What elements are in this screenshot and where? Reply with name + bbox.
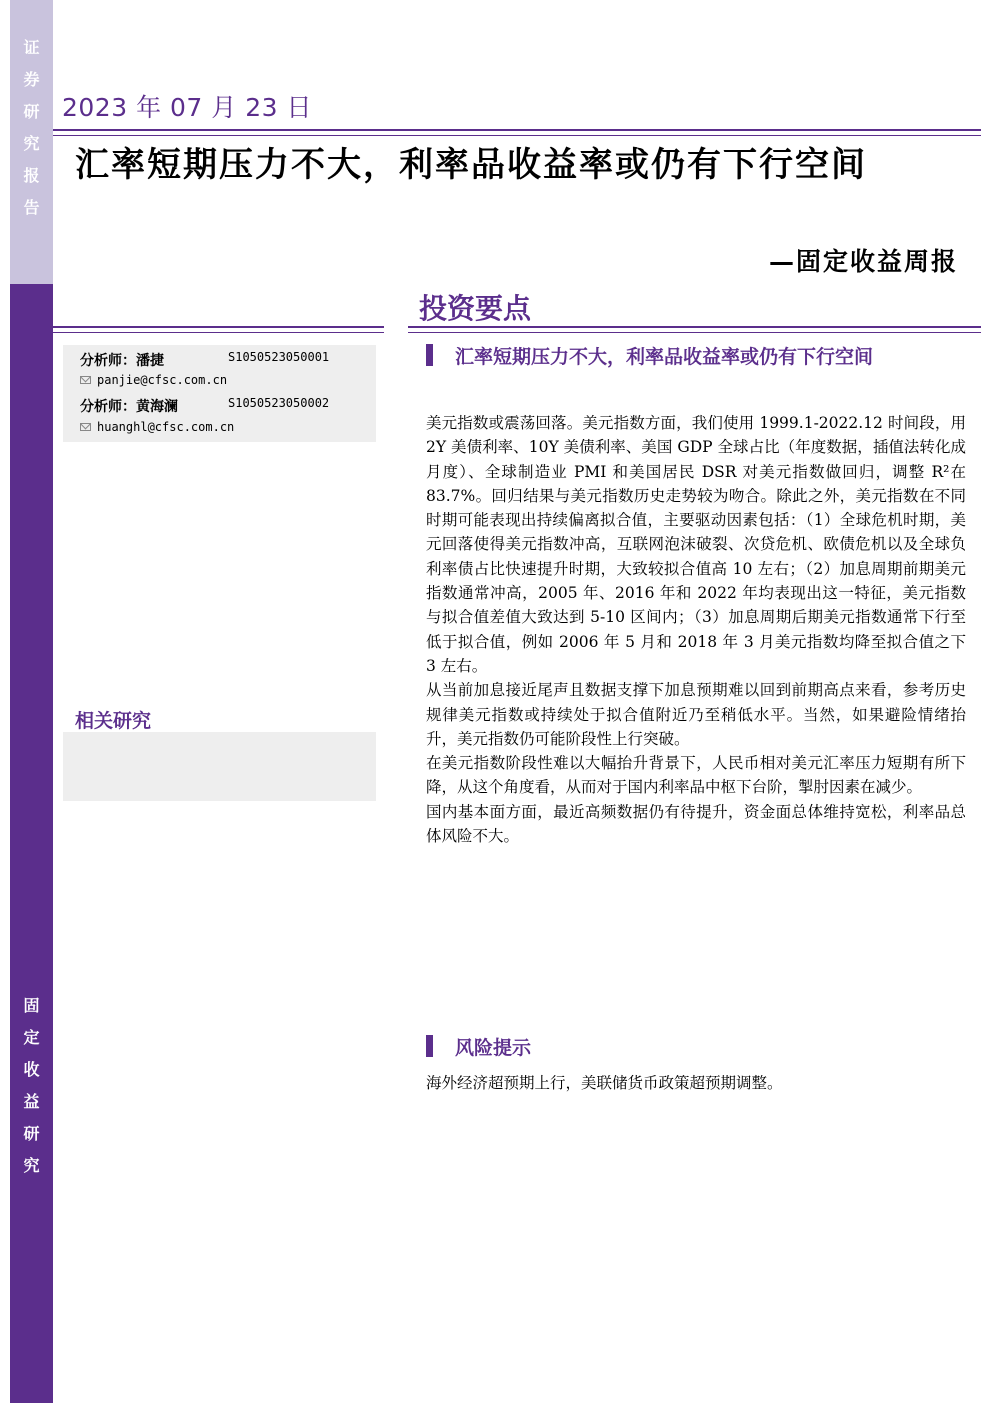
report-subtitle: —固定收益周报 xyxy=(768,247,958,276)
analyst-name: 分析师：潘捷 xyxy=(80,353,164,369)
sidebar-top xyxy=(10,0,53,284)
header-divider xyxy=(53,129,981,136)
analyst-box xyxy=(63,345,376,442)
analyst-cert-id: S1050523050001 xyxy=(228,350,330,364)
sidebar-bottom xyxy=(10,284,53,1403)
right-column-divider xyxy=(408,326,981,333)
body-paragraph: 美元指数或震荡回落。美元指数方面，我们使用 1999.1-2022.12 时间段，用 2Y 美债利率、10Y 美债利率、美国 GDP 全球占比（年度数据，插值法转化成月度）、全球制造业 PMI 和美国居民 DSR 对美元指数做回归，调整 R²在 83.7%。回归结果与美元指数历史走势较为吻合。除此之外，美元指数在不同时期可能表现出持续偏离拟合值，主要驱动因素包括：（1）全球危机时期，美元回落使得美元指数冲高，互联网泡沫破裂、次贷危机、欧债危机以及全球负利率债占比快速提升时期，大致较拟合值高 10 左右；（2）加息周期前期美元指数通常冲高，2005 年、2016 年和 2022 年均表现出这一特征，美元指数与拟合值差值大致达到 5-10 区间内；（3）加息周期后期美元指数通常下行至低于拟合值，例如 2006 年 5 月和 2018 年 3 月美元指数均降至拟合值之下 3 左右。 xyxy=(426,414,966,675)
mail-icon xyxy=(80,376,91,384)
analyst-email[interactable]: huanghl@cfsc.com.cn xyxy=(97,420,235,434)
related-research-title: 相关研究 xyxy=(75,710,152,732)
section-heading-text: 风险提示 xyxy=(455,1037,532,1059)
risk-text: 海外经济超预期上行，美联储货币政策超预期调整。 xyxy=(426,1074,783,1092)
analyst-email-row[interactable] xyxy=(80,420,234,434)
sidebar-bottom-label: 固 定 收 益 研 究 xyxy=(23,996,40,1175)
related-research-box xyxy=(63,732,376,801)
analyst-name: 分析师：黄海澜 xyxy=(80,399,178,415)
left-column-divider xyxy=(53,326,384,333)
section-heading-text: 汇率短期压力不大，利率品收益率或仍有下行空间 xyxy=(455,346,874,368)
analyst-email-row[interactable] xyxy=(80,373,227,387)
section-marker-icon xyxy=(426,344,433,366)
body-paragraph: 从当前加息接近尾声且数据支撑下加息预期难以回到前期高点来看，参考历史规律美元指数或持续处于拟合值附近乃至稍低水平。当然，如果避险情绪抬升，美元指数仍可能阶段性上行突破。 xyxy=(426,681,966,748)
section-heading-risk xyxy=(426,1034,966,1063)
body-paragraph: 国内基本面方面，最近高频数据仍有待提升，资金面总体维持宽松，利率品总体风险不大。 xyxy=(426,802,966,846)
report-date: 2023 年 07 月 23 日 xyxy=(62,93,312,122)
analyst-email[interactable]: panjie@cfsc.com.cn xyxy=(97,373,228,387)
section-marker-icon xyxy=(426,1035,433,1057)
section-heading-main xyxy=(426,343,966,372)
analyst-cert-id: S1050523050002 xyxy=(228,396,330,410)
investment-body xyxy=(426,411,966,848)
investment-highlights-title: 投资要点 xyxy=(419,292,532,325)
mail-icon xyxy=(80,423,91,431)
body-paragraph: 在美元指数阶段性难以大幅抬升背景下，人民币相对美元汇率压力短期有所下降，从这个角度看，从而对于国内利率品中枢下台阶，掣肘因素在减少。 xyxy=(426,754,966,797)
report-title: 汇率短期压力不大，利率品收益率或仍有下行空间 xyxy=(75,145,867,185)
sidebar-top-label: 证 券 研 究 报 告 xyxy=(23,38,40,217)
